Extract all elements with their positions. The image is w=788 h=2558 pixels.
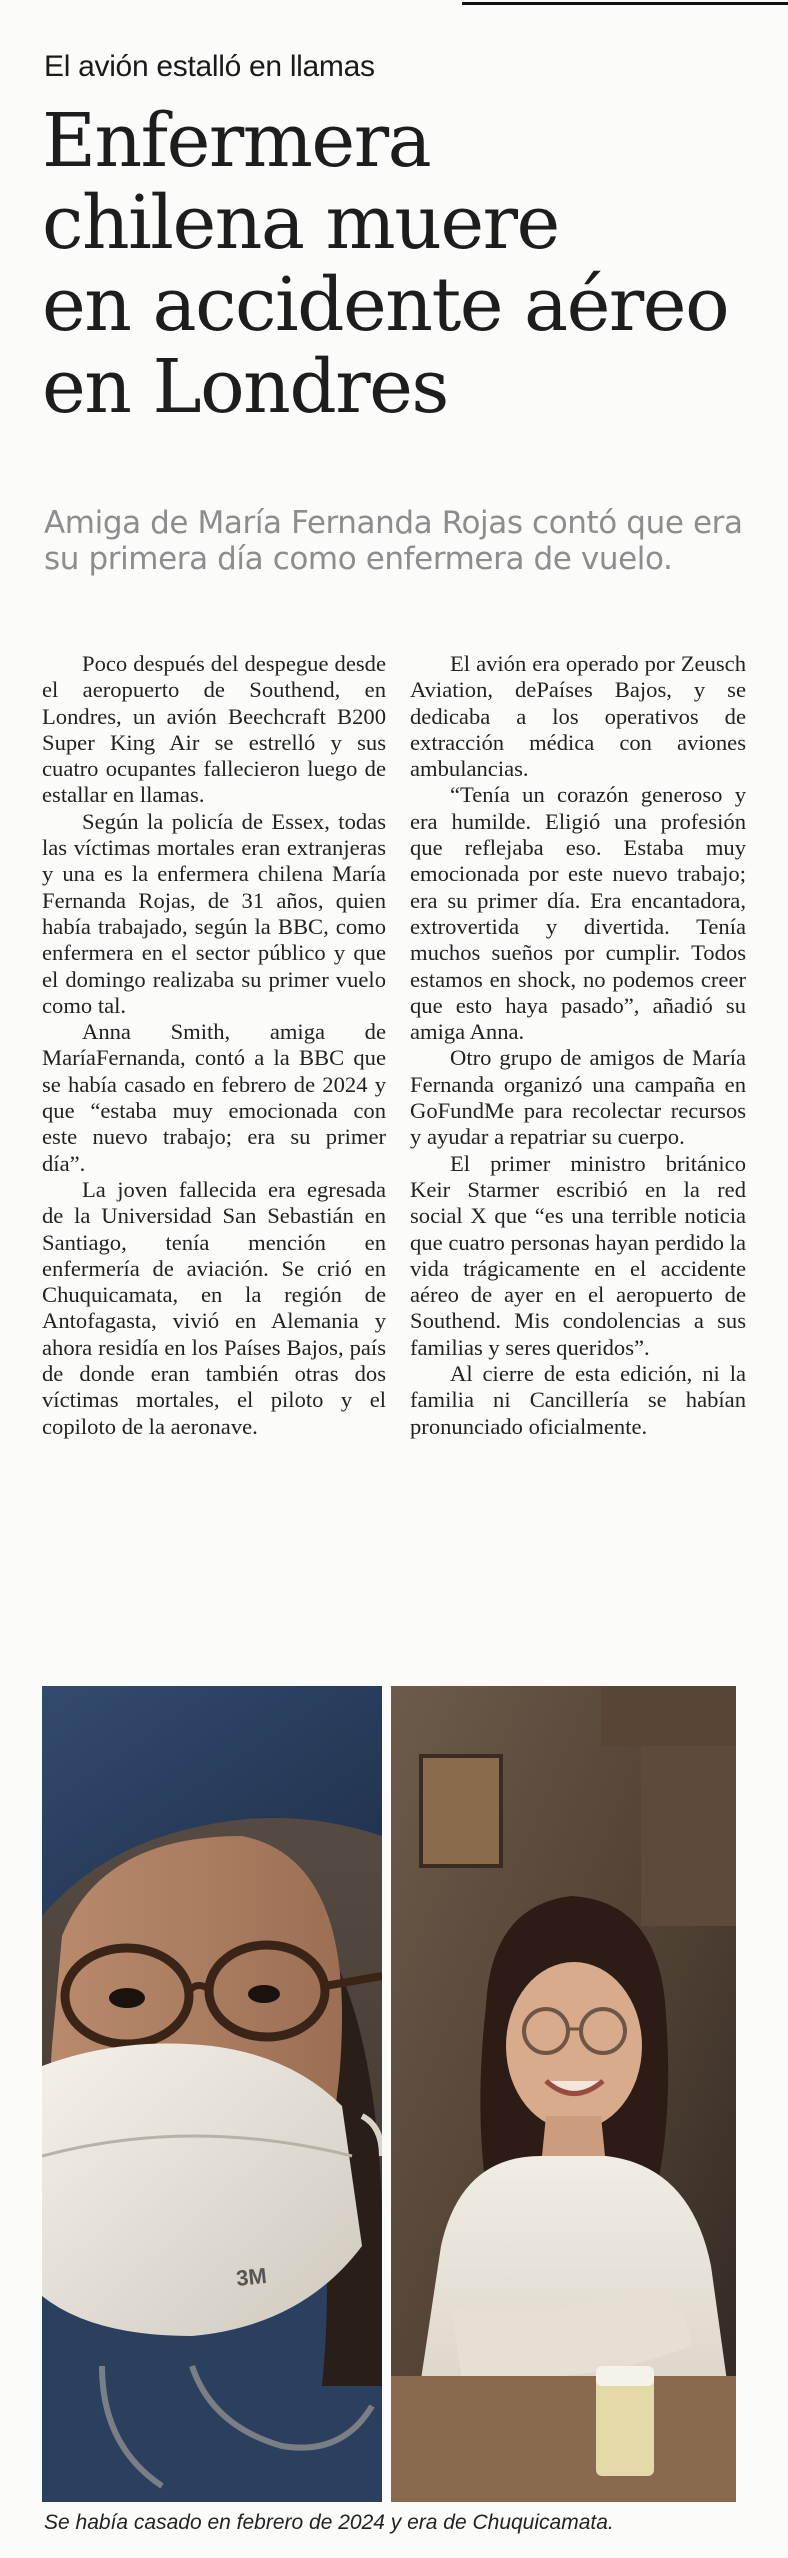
paragraph: La joven fallecida era egresada de la Universidad San Sebastián en Santiago, tenía mención en enfermería de aviación. Se crió en Chuquicamata, en la región de Antofagasta, vivió en Alemania y ahora residía en los Países Bajos, país de donde eran también otras dos víctimas mortales, el piloto y el copiloto de la aeronave. bbox=[42, 1176, 386, 1439]
body-column-left bbox=[42, 651, 386, 1440]
photo-caption: Se había casado en febrero de 2024 y era de Chuquicamata. bbox=[44, 2511, 614, 2534]
paragraph: Según la policía de Essex, todas las víctimas mortales eran extranjeras y una es la enfermera chilena María Fernanda Rojas, de 31 años, quien había trabajado, según la BBC, como enfermera en el sector público y que el domingo realizaba su primer vuelo como tal. bbox=[42, 808, 386, 1018]
paragraph: Anna Smith, amiga de MaríaFernanda, contó a la BBC que se había casado en febrero de 2024 y que “estaba muy emocionada con este nuevo trabajo; era su primer día”. bbox=[42, 1019, 386, 1176]
photo-woman-smiling bbox=[391, 1686, 736, 2502]
top-rule bbox=[462, 2, 788, 5]
headline-line-4: en Londres bbox=[42, 344, 448, 430]
photo-nurse-masked bbox=[42, 1686, 382, 2502]
headline-line-3: en accidente aéreo bbox=[42, 262, 729, 348]
paragraph: Poco después del despegue desde el aeropuerto de Southend, en Londres, un avión Beechcraft B200 Super King Air se estrelló y sus cuatro ocupantes fallecieron luego de estallar en llamas. bbox=[42, 651, 386, 808]
paragraph: Al cierre de esta edición, ni la familia ni Cancillería se habían pronunciado oficialmente. bbox=[410, 1361, 746, 1439]
kicker: El avión estalló en llamas bbox=[44, 50, 375, 83]
paragraph: “Tenía un corazón generoso y era humilde. Eligió una profesión que reflejaba eso. Estaba muy emocionada por este nuevo trabajo; era su primer día. Era encantadora, extrovertida y divertida. Tenía muchos sueños por cumplir. Todos estamos en shock, no podemos creer que esto haya pasado”, añadió su amiga Anna. bbox=[410, 782, 746, 1045]
deck: Amiga de María Fernanda Rojas contó que era su primera día como enfermera de vuelo. bbox=[44, 505, 743, 577]
photo-woman-smiling-drawing bbox=[391, 1686, 736, 2502]
paragraph: El primer ministro británico Keir Starmer escribió en la red social X que “es una terrible noticia que cuatro personas hayan perdido la vida trágicamente en el accidente aéreo de ayer en el aeropuerto de Southend. Mis condolencias a sus familias y seres queridos”. bbox=[410, 1150, 746, 1360]
mask-brand-label: 3M bbox=[234, 2262, 268, 2291]
headline-line-1: Enfermera bbox=[42, 98, 431, 184]
body-column-right bbox=[410, 651, 746, 1440]
headline-line-2: chilena muere bbox=[42, 180, 559, 266]
photo-nurse-masked-drawing bbox=[42, 1686, 382, 2502]
paragraph: El avión era operado por Zeusch Aviation, dePaíses Bajos, y se dedicaba a los operativos de extracción médica con aviones ambulancias. bbox=[410, 651, 746, 782]
headline bbox=[42, 100, 762, 428]
paragraph: Otro grupo de amigos de María Fernanda organizó una campaña en GoFundMe para recolectar recursos y ayudar a repatriar su cuerpo. bbox=[410, 1045, 746, 1150]
